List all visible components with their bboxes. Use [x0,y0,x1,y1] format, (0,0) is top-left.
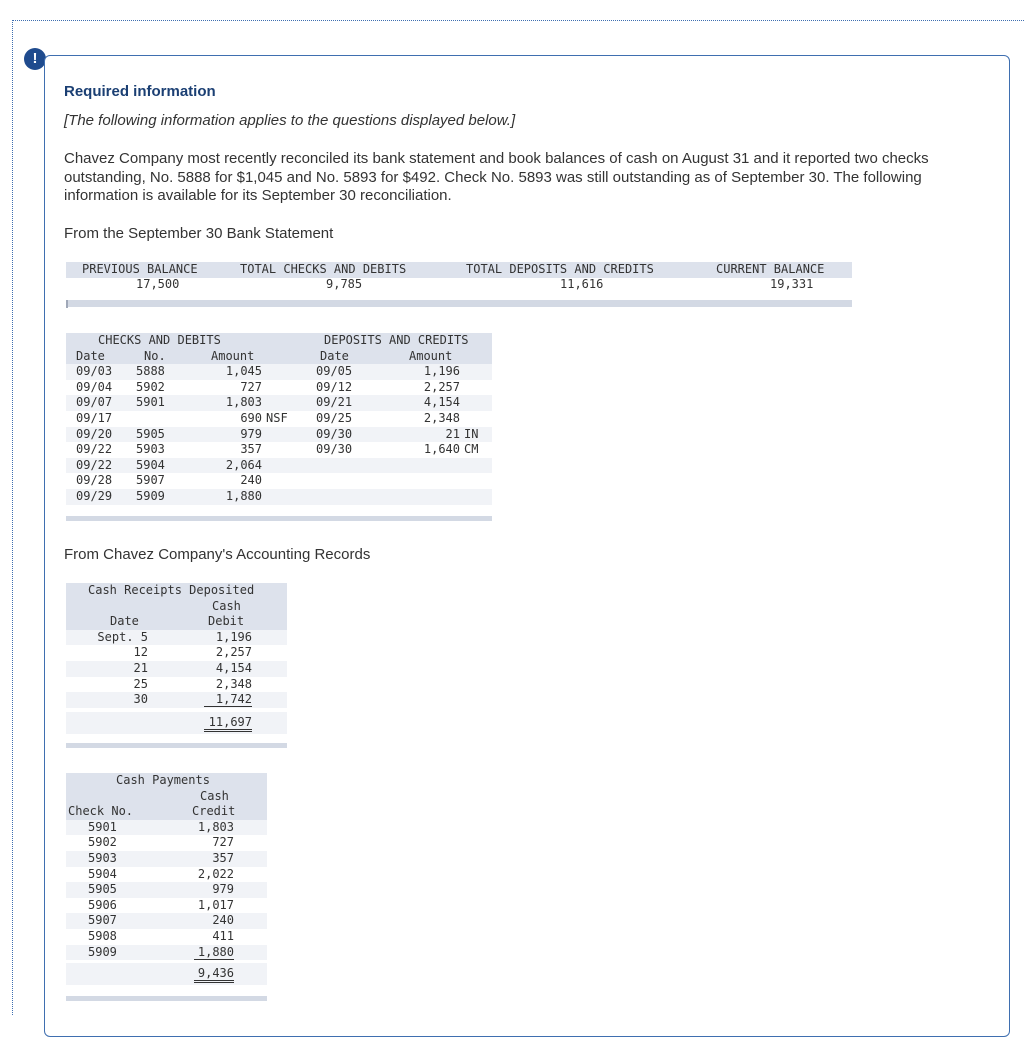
bank-statement-label: From the September 30 Bank Statement [64,225,334,242]
check-number: 5888 [136,364,165,379]
check-date: 09/29 [76,489,113,503]
deposits-title: DEPOSITS AND CREDITS [324,333,469,347]
current-balance-value: 19,331 [770,277,814,291]
check-date: 09/07 [76,395,113,410]
receipt-debit: 4,154 [215,661,252,675]
cash-payments-table [66,773,267,1003]
payments-footer-band [66,996,267,1001]
check-date: 09/28 [76,473,113,488]
receipts-col-debit: Debit [208,614,245,629]
check-date: 09/20 [76,426,113,441]
deposit-amount: 2,257 [423,379,460,394]
deposit-date: 09/30 [316,426,353,441]
payment-check-number: 5905 [88,882,117,897]
payment-credit: 1,803 [197,819,234,834]
payment-credit: 727 [212,835,234,850]
total-checks-value: 9,785 [326,277,363,291]
payment-credit: 1,017 [197,897,234,912]
ledger-row [66,458,492,474]
payment-row [66,867,267,883]
total-deposits-label: TOTAL DEPOSITS AND CREDITS [466,262,654,276]
ledger-row [66,489,492,505]
previous-balance-value: 17,500 [136,277,180,291]
frame-top-border [12,20,1024,21]
receipt-row [66,692,287,708]
deposit-amount: 21 [445,426,460,441]
payments-cash-row [66,789,267,805]
problem-intro: Chavez Company most recently reconciled its bank statement and book balances of cash on August 31 and it reported two checks outstanding, No. 5888 for $1,045 and No. 5893 for $492. Check No. 5893 was still outstanding as of September 30. The following information is available for its September 30 reconciliation. [64,150,929,204]
payment-row [66,945,267,961]
check-amount: 2,064 [225,457,262,472]
check-date: 09/22 [76,442,113,457]
check-date: 09/04 [76,379,113,394]
payments-title-row [66,773,267,789]
receipt-debit: 1,742 [204,692,252,707]
total-deposits-value: 11,616 [560,277,604,291]
summary-footer-edge [66,300,68,308]
check-amount: 690 [240,411,262,425]
check-date: 09/22 [76,457,113,472]
check-number: 5901 [136,395,165,410]
receipts-title: Cash Receipts Deposited [88,583,255,597]
col-no: No. [144,348,166,363]
deposit-amount: 1,196 [423,364,460,379]
payment-row [66,851,267,867]
payment-credit: 240 [212,913,234,928]
col-amount: Amount [211,348,255,363]
payment-row [66,929,267,945]
receipt-date: 12 [133,645,148,660]
check-date: 09/17 [76,411,113,425]
payments-total: 9,436 [194,966,234,983]
payment-check-number: 5904 [88,866,117,881]
receipt-date: 30 [133,692,148,707]
payment-credit: 1,880 [194,945,234,960]
receipt-date: Sept. 5 [97,629,148,644]
deposit-note: CM [464,442,479,457]
current-balance-label: CURRENT BALANCE [716,262,825,276]
check-amount: 1,880 [225,489,262,503]
ledger-row [66,364,492,380]
payment-check-number: 5907 [88,913,117,928]
payment-check-number: 5906 [88,897,117,912]
checks-title: CHECKS AND DEBITS [98,333,221,347]
check-date: 09/03 [76,364,113,379]
receipts-cash-row [66,599,287,615]
check-amount: 979 [240,426,262,441]
ledger-row [66,395,492,411]
payments-column-row [66,804,267,820]
receipt-row [66,645,287,661]
deposit-date: 09/25 [316,411,353,425]
payments-col-credit: Credit [192,804,236,819]
deposit-date: 09/05 [316,364,353,379]
col-dep-date: Date [320,348,349,363]
payment-check-number: 5903 [88,851,117,865]
receipts-col-date: Date [110,614,139,629]
deposit-amount: 1,640 [423,442,460,457]
payment-credit: 979 [212,882,234,897]
col-date: Date [76,348,105,363]
check-number: 5907 [136,473,165,488]
payment-row [66,820,267,836]
payment-check-number: 5908 [88,929,117,943]
check-amount: 240 [240,473,262,488]
receipt-row [66,661,287,677]
ledger-title-row [66,333,492,349]
payments-title: Cash Payments [116,773,210,787]
payments-col-cash: Cash [200,788,229,803]
check-note: NSF [266,411,288,425]
payment-row [66,835,267,851]
check-amount: 1,045 [225,364,262,379]
deposit-date: 09/12 [316,379,353,394]
deposit-amount: 2,348 [423,411,460,425]
ledger-row [66,473,492,489]
payment-credit: 357 [212,851,234,865]
bank-ledger-table [66,333,492,523]
receipt-row [66,677,287,693]
payments-col-check: Check No. [68,804,134,819]
payment-check-number: 5901 [88,819,117,834]
payment-row [66,898,267,914]
summary-footer-band [66,300,852,307]
payment-credit: 411 [212,929,234,943]
payment-check-number: 5909 [88,944,117,959]
check-number: 5904 [136,457,165,472]
payment-row [66,913,267,929]
receipt-debit: 2,257 [215,645,252,660]
check-number: 5905 [136,426,165,441]
alert-icon: ! [24,48,46,70]
ledger-row [66,427,492,443]
ledger-row [66,380,492,396]
receipt-debit: 2,348 [215,676,252,691]
receipts-total-row [66,712,287,734]
payment-check-number: 5902 [88,835,117,850]
receipt-row [66,630,287,646]
receipt-debit: 1,196 [215,629,252,644]
receipt-date: 21 [133,661,148,675]
col-dep-amount: Amount [409,348,453,363]
accounting-records-label: From Chavez Company's Accounting Records [64,546,371,563]
total-checks-label: TOTAL CHECKS AND DEBITS [240,262,407,276]
receipts-total: 11,697 [204,715,252,732]
deposit-date: 09/30 [316,442,353,457]
required-information-title: Required information [64,83,216,100]
receipts-footer-band [66,743,287,748]
check-number: 5902 [136,379,165,394]
payments-total-row [66,963,267,985]
ledger-column-row [66,349,492,365]
payment-row [66,882,267,898]
check-amount: 1,803 [225,395,262,410]
receipts-column-row [66,614,287,630]
check-number: 5909 [136,489,165,503]
check-amount: 357 [240,442,262,457]
payment-credit: 2,022 [197,866,234,881]
check-number: 5903 [136,442,165,457]
deposit-date: 09/21 [316,395,353,410]
receipt-date: 25 [133,676,148,691]
receipts-col-cash: Cash [212,598,241,613]
deposit-note: IN [464,426,479,441]
frame-left-border [12,20,13,1015]
receipts-title-row [66,583,287,599]
bank-summary-table [66,262,852,308]
cash-receipts-table [66,583,287,748]
ledger-row [66,442,492,458]
previous-balance-label: PREVIOUS BALANCE [82,262,198,276]
information-note: [The following information applies to the questions displayed below.] [64,112,516,129]
deposit-amount: 4,154 [423,395,460,410]
ledger-row [66,411,492,427]
check-amount: 727 [240,379,262,394]
ledger-footer-band [66,516,492,521]
